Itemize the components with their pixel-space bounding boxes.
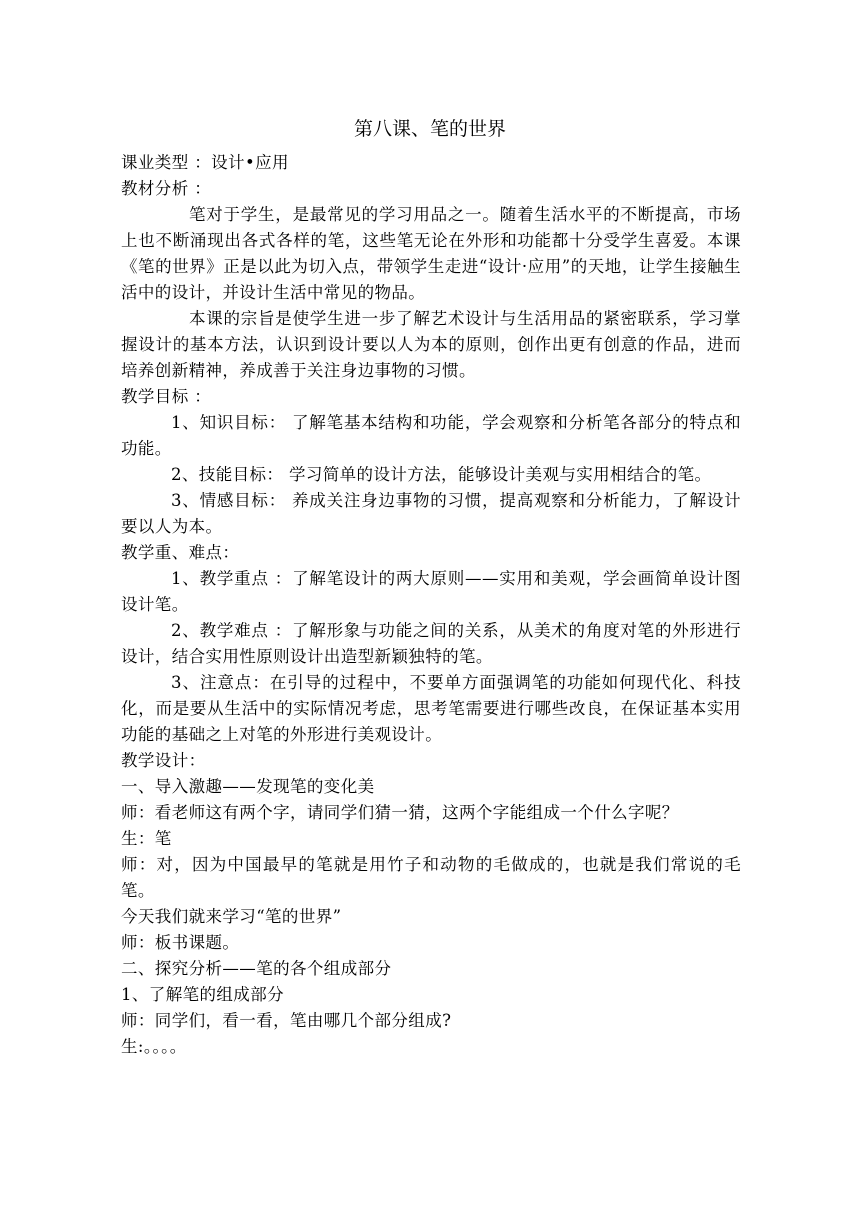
design-line: 生:。。。。 bbox=[121, 1037, 187, 1056]
document-body bbox=[121, 150, 741, 1060]
design-line: 今天我们就来学习“笔的世界” bbox=[121, 907, 342, 926]
goals-heading: 教学目标 ： bbox=[121, 387, 212, 406]
design-line: 师：同学们，看一看，笔由哪几个部分组成? bbox=[121, 1011, 452, 1030]
document-title: 第八课、笔的世界 bbox=[353, 118, 506, 140]
design-heading: 教学设计： bbox=[121, 751, 206, 770]
key-point-item: 2、教学难点 ：了解形象与功能之间的关系，从美术的角度对笔的外形进行设计，结合实用性原则设计出造型新颖独特的笔。 bbox=[121, 621, 741, 666]
design-line: 一、导入激趣——发现笔的变化美 bbox=[121, 777, 375, 796]
material-heading: 教材分析 ： bbox=[121, 179, 212, 198]
key-point-item: 3、注意点：在引导的过程中，不要单方面强调笔的功能如何现代化、科技化，而是要从生活中的实际情况考虑，思考笔需要进行哪些改良，在保证基本实用功能的基础之上对笔的外形进行美观设计。 bbox=[121, 673, 741, 744]
goal-item: 1、知识目标： 了解笔基本结构和功能，学会观察和分析笔各部分的特点和功能。 bbox=[121, 413, 741, 458]
key-point-item: 1、教学重点 ：了解笔设计的两大原则——实用和美观，学会画简单设计图设计笔。 bbox=[121, 569, 741, 614]
material-paragraph-1: 笔对于学生，是最常见的学习用品之一。随着生活水平的不断提高，市场上也不断涌现出各式各样的笔，这些笔无论在外形和功能都十分受学生喜爱。本课《笔的世界》正是以此为切入点，带领学生走进“设计·应用”的天地，让学生接触生活中的设计，并设计生活中常见的物品。 bbox=[121, 205, 741, 302]
design-line: 师：板书课题。 bbox=[121, 933, 240, 952]
key-points-heading: 教学重、难点： bbox=[121, 543, 240, 562]
goal-item: 3、情感目标： 养成关注身边事物的习惯，提高观察和分析能力，了解设计要以人为本。 bbox=[121, 491, 741, 536]
design-line: 师：看老师这有两个字，请同学们猜一猜，这两个字能组成一个什么字呢？ bbox=[121, 803, 679, 822]
design-line: 1、了解笔的组成部分 bbox=[121, 985, 284, 1004]
goal-item: 2、技能目标： 学习简单的设计方法，能够设计美观与实用相结合的笔。 bbox=[171, 465, 712, 484]
material-paragraph-2: 本课的宗旨是使学生进一步了解艺术设计与生活用品的紧密联系，学习掌握设计的基本方法，认识到设计要以人为本的原则，创作出更有创意的作品，进而培养创新精神，养成善于关注身边事物的习惯。 bbox=[121, 309, 741, 380]
lesson-type: 课业类型 ：设计•应用 bbox=[121, 153, 289, 172]
design-line: 二、探究分析——笔的各个组成部分 bbox=[121, 959, 392, 978]
design-line: 师：对，因为中国最早的笔就是用竹子和动物的毛做成的，也就是我们常说的毛笔。 bbox=[121, 855, 741, 900]
design-line: 生：笔 bbox=[121, 829, 172, 848]
